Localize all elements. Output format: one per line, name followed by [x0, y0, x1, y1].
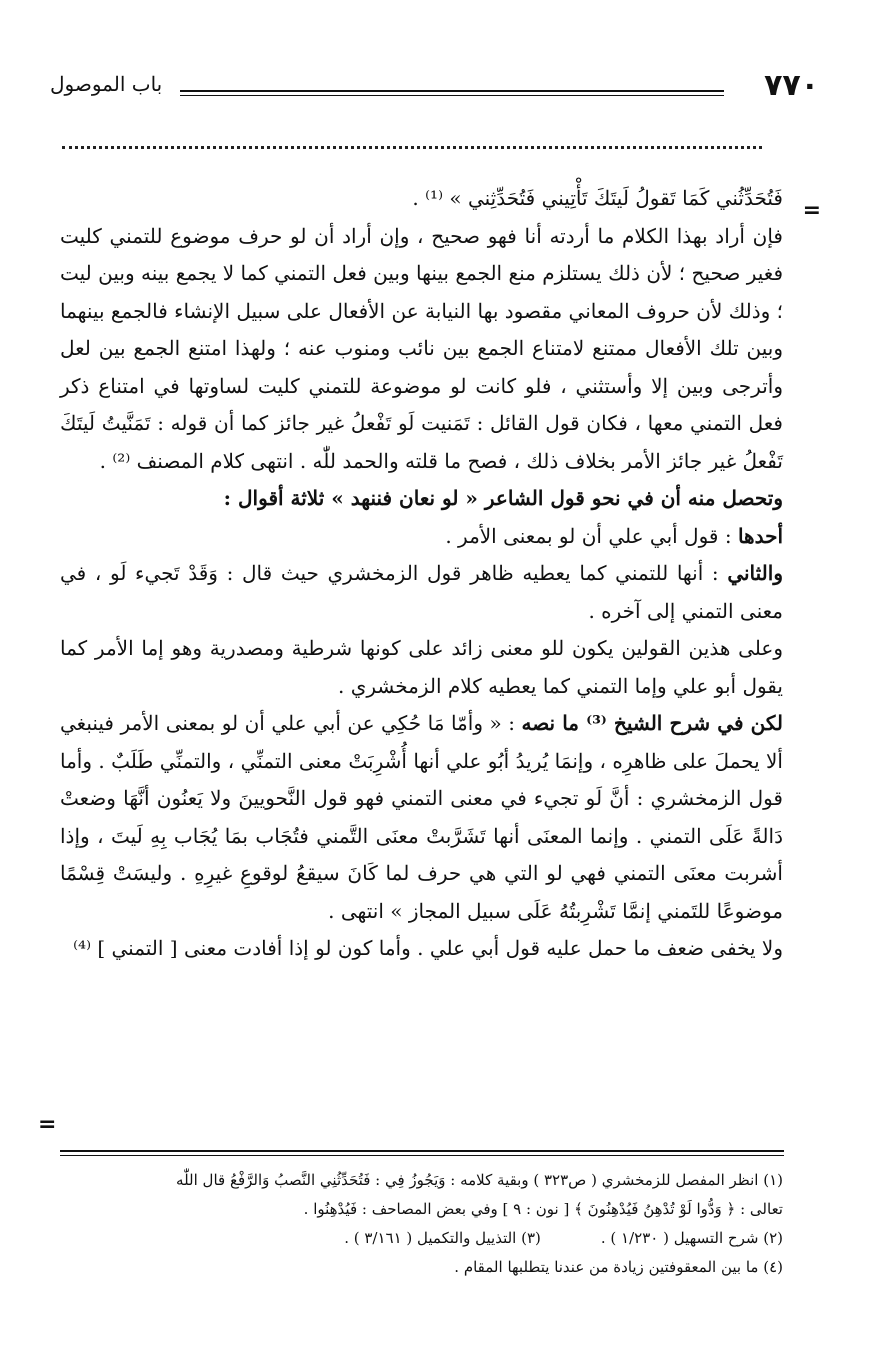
paragraph-1: فَتُحَدِّثُني كَمَا تَقولُ لَيتَكَ تَأْتِيني فَتُحَدِّثِني » ⁽¹⁾ .: [412, 186, 783, 210]
paragraph-5-lead: والثاني: [727, 561, 783, 585]
paragraph-7-lead: لكن في شرح الشيخ ⁽³⁾ ما نصه: [521, 711, 783, 735]
chapter-title: باب الموصول: [50, 72, 163, 96]
page-header: [50, 68, 819, 108]
paragraph-8: ولا يخفى ضعف ما حمل عليه قول أبي علي . وأما كون لو إذا أفادت معنى [ التمني ] ⁽⁴⁾: [73, 936, 783, 960]
paragraph-3: وتحصل منه أن في نحو قول الشاعر « لو نعان فننهد » ثلاثة أقوال :: [223, 486, 783, 510]
footnote-4: (٤) ما بين المعقوفتين زيادة من عندنا يتطلبها المقام .: [454, 1258, 783, 1276]
header-double-rule: [180, 90, 724, 96]
paragraph-7: [60, 705, 783, 930]
paragraph-4-lead: أحدها: [737, 523, 783, 548]
footnote-row-2-3: [60, 1224, 783, 1253]
paragraph-6: وعلى هذين القولين يكون للو معنى زائد على كونها شرطية ومصدرية وهو إما الأمر كما يقول أبو علي وإما التمني كما يعطيه كلام الزمخشري .: [60, 636, 783, 698]
footnote-double-rule: [60, 1150, 784, 1156]
footnotes: [60, 1166, 783, 1282]
paragraph-2: فإن أراد بهذا الكلام ما أردته أنا فهو صحيح ، وإن أراد أن لو حرف موضوع للتمني كليت فغير صحيح ؛ لأن ذلك يستلزم منع الجمع بينها وبين فعل التمني كما لا يجمع بينه وبين ليت ؛ وذلك لأن حروف المعاني مقصود بها النيابة عن الأفعال على سبيل الإنشاء فالجمع بينهما وبين تلك الأفعال ممتنع لامتناع الجمع بين نائب ومنوب عنه ؛ ولهذا امتنع الجمع بين لعل وأترجى وبين إلا وأستثني ، فلو كانت لو موضوعة للتمني كليت لساوتها في امتناع ذكر فعل التمني معها ، فكان قول القائل : تَمَنيت لَو تَفْعلُ غير جائز كما أن قوله : تَمَنَّيتُ لَيتَكَ تَفْعلُ غير جائز الأمر بخلاف ذلك ، فصح ما قلته والحمد للّٰه . انتهى كلام المصنف ⁽²⁾ .: [60, 223, 783, 473]
footnote-1-line-1: (١) انظر المفصل للزمخشري ( ص٣٢٣ ) وبقية كلامه : وَيَجُوزُ فِي : فَتُحَدِّثُنِي النَّصبُ وَالرَّفْعُ قال اللّٰه: [176, 1171, 783, 1189]
continuation-mark-start: =: [802, 198, 821, 223]
paragraph-7-text: : « وأمّا مَا حُكِي عن أبي علي أن لو بمعنى الأمر فينبغي ألا يحملَ على ظاهرِه ، وإنمَا يُريدُ أبُو علي أنها أُشْرِبَتْ معنى التمنِّي ، والتمنِّي طَلَبٌ . وأما قول الزمخشري : أنَّ لَو تجيء في معنى التمني فهو قول النَّحويينَ ولا يَعنُون أنَّهَا وضعتْ دَالةً عَلَى التمني . وإنما المعنَى أنها تَشَرَّبتْ معنَى التَّمني فتُجَاب بمَا يُجَاب بِهِ لَيتَ ، وإذا أشربت معنَى التمني فهي لو التي هي حرف لما كَانَ سيقعُ لوقوعِ غيرِهِ . وليسَتْ قِسْمًا موضوعًا للتَمني إنمَّا تَشْرِبتُهُ عَلَى سبيل المجاز » انتهى .: [60, 711, 783, 923]
paragraph-5: [60, 555, 783, 630]
page-number: ٧٧٠: [764, 68, 819, 103]
paragraph-4: [60, 518, 783, 556]
dotted-separator: [62, 146, 762, 149]
continuation-mark-end: =: [38, 1112, 57, 1137]
footnote-1-line-2: تعالى : ﴿ وَدُّوا لَوْ تُدْهِنُ فَيُدْهِنُونَ ﴾ [ نون : ٩ ] وفي بعض المصاحف : فَيُدْهِنُوا .: [303, 1200, 783, 1218]
footnote-2: (٢) شرح التسهيل ( ١/٢٣٠ ) .: [600, 1229, 783, 1247]
footnote-3: (٣) التذييل والتكميل ( ٣/١٦١ ) .: [344, 1229, 541, 1247]
main-text: [60, 180, 783, 968]
paragraph-5-text: : أنها للتمني كما يعطيه ظاهر قول الزمخشري حيث قال : وَقَدْ تَجيء لَو ، في معنى التمني إلى آخره .: [60, 561, 783, 623]
paragraph-4-text: : قول أبي علي أن لو بمعنى الأمر .: [445, 523, 738, 548]
